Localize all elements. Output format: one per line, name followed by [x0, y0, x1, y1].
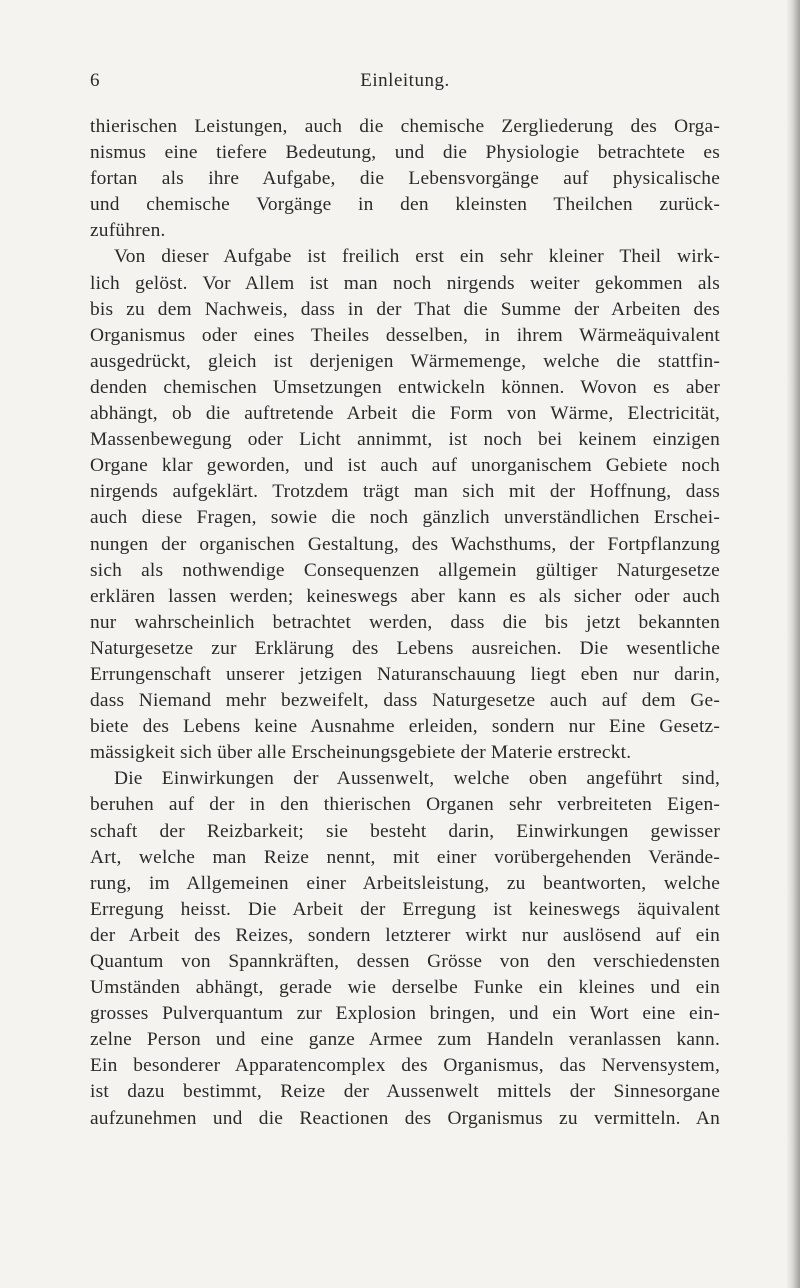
text-line: Von dieser Aufgabe ist freilich erst ein sehr kleiner Theil wirk-	[114, 246, 720, 268]
text-line: Organismus oder eines Theiles desselben, in ihrem Wärmeäquivalent	[90, 324, 720, 346]
text-line: Die Einwirkungen der Aussenwelt, welche oben angeführt sind,	[114, 768, 720, 790]
text-line: denden chemischen Umsetzungen entwickeln können. Wovon es aber	[90, 376, 720, 398]
text-line: sich als nothwendige Consequenzen allgemein gültiger Naturgesetze	[90, 559, 720, 581]
text-line: grosses Pulverquantum zur Explosion bringen, und ein Wort eine ein-	[90, 1003, 720, 1025]
text-line: rung, im Allgemeinen einer Arbeitsleistung, zu beantworten, welche	[90, 872, 720, 894]
text-line: bis zu dem Nachweis, dass in der That die Summe der Arbeiten des	[90, 298, 720, 320]
text-line: mässigkeit sich über alle Erscheinungsgebiete der Materie erstreckt.	[90, 742, 632, 764]
page-edge-shadow	[786, 0, 800, 1288]
page-header	[90, 70, 720, 100]
text-line: beruhen auf der in den thierischen Organen sehr verbreiteten Eigen-	[90, 794, 720, 816]
text-line: lich gelöst. Vor Allem ist man noch nirgends weiter gekommen als	[90, 272, 720, 294]
text-line: zuführen.	[90, 220, 166, 242]
text-line: schaft der Reizbarkeit; sie besteht darin, Einwirkungen gewisser	[90, 820, 720, 842]
text-line: Art, welche man Reize nennt, mit einer vorübergehenden Verände-	[90, 846, 720, 868]
text-line: zelne Person und eine ganze Armee zum Handeln veranlassen kann.	[90, 1029, 720, 1051]
text-line: nirgends aufgeklärt. Trotzdem trägt man sich mit der Hoffnung, dass	[90, 481, 720, 503]
text-line: Umständen abhängt, gerade wie derselbe Funke ein kleines und ein	[90, 977, 720, 999]
body-text	[90, 114, 720, 1132]
text-line: Erregung heisst. Die Arbeit der Erregung ist keineswegs äquivalent	[90, 898, 720, 920]
text-line: Massenbewegung oder Licht annimmt, ist noch bei keinem einzigen	[90, 429, 720, 451]
text-line: Naturgesetze zur Erklärung des Lebens ausreichen. Die wesentliche	[90, 637, 720, 659]
text-line: nur wahrscheinlich betrachtet werden, dass die bis jetzt bekannten	[90, 611, 720, 633]
text-line: fortan als ihre Aufgabe, die Lebensvorgänge auf physicalische	[90, 168, 720, 190]
text-line: biete des Lebens keine Ausnahme erleiden, sondern nur Eine Gesetz-	[90, 716, 720, 738]
text-line: Organe klar geworden, und ist auch auf unorganischem Gebiete noch	[90, 455, 720, 477]
text-line: Errungenschaft unserer jetzigen Naturanschauung liegt eben nur darin,	[90, 663, 720, 685]
text-line: abhängt, ob die auftretende Arbeit die Form von Wärme, Electricität,	[90, 403, 720, 425]
text-line: nismus eine tiefere Bedeutung, und die Physiologie betrachtete es	[90, 142, 720, 164]
page-number: 6	[90, 70, 100, 91]
text-line: ist dazu bestimmt, Reize der Aussenwelt mittels der Sinnesorgane	[90, 1081, 720, 1103]
text-line: erklären lassen werden; keineswegs aber kann es als sicher oder auch	[90, 585, 720, 607]
text-line: der Arbeit des Reizes, sondern letzterer wirkt nur auslösend auf ein	[90, 924, 720, 946]
text-line: nungen der organischen Gestaltung, des Wachsthums, der Fortpflanzung	[90, 533, 720, 555]
text-line: auch diese Fragen, sowie die noch gänzlich unverständlichen Erschei-	[90, 507, 720, 529]
text-line: aufzunehmen und die Reactionen des Organismus zu vermitteln. An	[90, 1107, 720, 1129]
text-line: und chemische Vorgänge in den kleinsten Theilchen zurück-	[90, 194, 720, 216]
text-line: Quantum von Spannkräften, dessen Grösse von den verschiedensten	[90, 951, 720, 972]
text-line: thierischen Leistungen, auch die chemische Zergliederung des Orga-	[90, 116, 720, 137]
text-line: Ein besonderer Apparatencomplex des Organismus, das Nervensystem,	[90, 1055, 720, 1077]
text-line: dass Niemand mehr bezweifelt, dass Naturgesetze auch auf dem Ge-	[90, 690, 720, 712]
running-head: Einleitung.	[360, 70, 450, 91]
text-line: ausgedrückt, gleich ist derjenigen Wärmemenge, welche die stattfin-	[90, 350, 720, 372]
